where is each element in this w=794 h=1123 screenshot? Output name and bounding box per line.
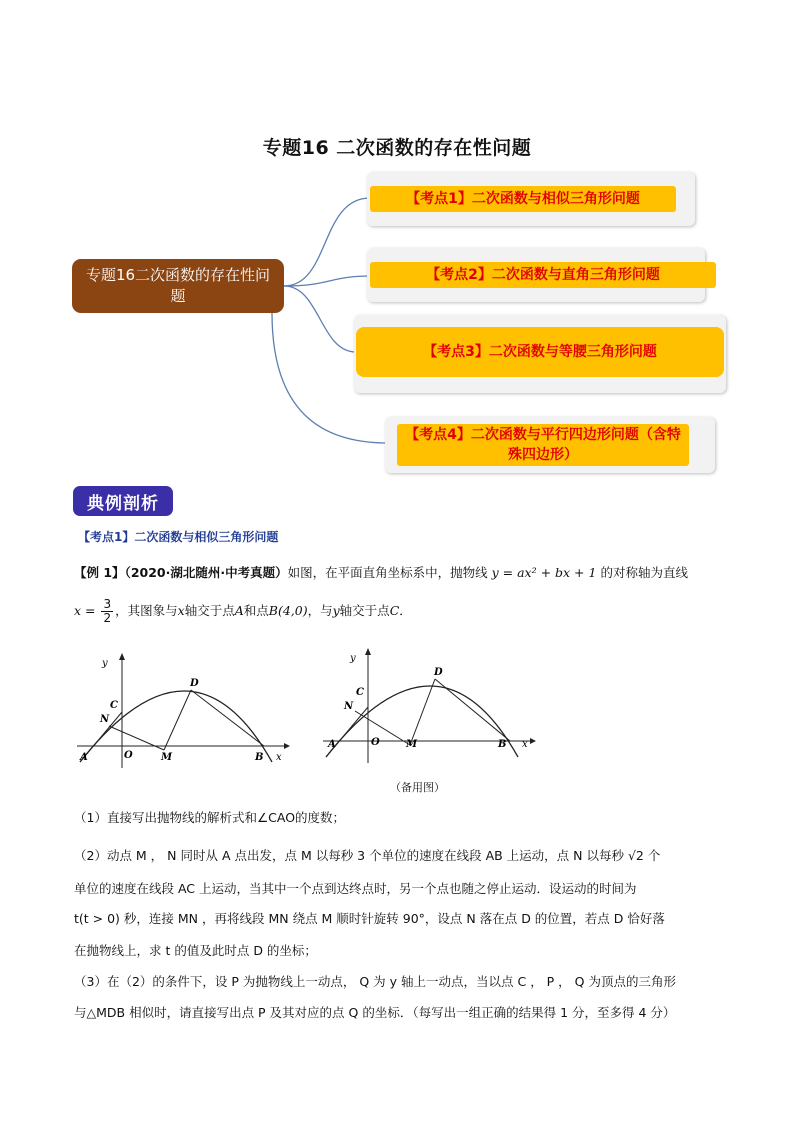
question-2-line-2: 单位的速度在线段 AC 上运动，当其中一个点到达终点时，另一个点也随之停止运动．设运动的时间为 [74,881,637,896]
parabola [326,686,518,757]
page-title: 专题16 二次函数的存在性问题 [262,137,532,159]
label-o: O [124,750,133,761]
example-intro [74,563,734,583]
point-c: C [389,603,400,618]
fraction-denominator: 2 [103,611,112,625]
intro-text-c: ，其图象与 [115,603,178,618]
section-badge: 典例剖析 [73,486,173,516]
kaodian-heading: 【考点1】二次函数与相似三角形问题 [78,530,279,544]
mindmap-root: 专题16二次函数的存在性问题 [72,259,284,313]
question-2-line-4: 在抛物线上，求 t 的值及此时点 D 的坐标； [74,943,317,958]
figure-main [72,650,292,770]
label-a: A [328,739,336,750]
label-o: O [371,737,380,748]
question-2-line-1: （2）动点 M ， N 同时从 A 点出发，点 M 以每秒 3 个单位的速度在线段 AB 上运动，点 N 以每秒 √2 个 [74,848,661,863]
intro-text-b: 的对称轴为直线 [600,565,688,580]
parabola-equation: y = ax² + bx + 1 [491,565,597,580]
axis-prefix: x = [74,603,96,618]
example-source: （2020·湖北随州·中考真题） [124,565,288,580]
point-b: B(4,0) [268,603,308,618]
segment-db [435,679,510,741]
mindmap-branch-2 [367,248,705,302]
branch-label-1: 【考点1】二次函数与相似三角形问题 [370,186,676,212]
branch-label-4: 【考点4】二次函数与平行四边形问题（含特殊四边形） [397,424,689,466]
label-n: N [344,701,354,712]
figure-caption: （备用图） [390,781,445,794]
label-y: y [350,653,356,664]
label-x: x [276,752,282,763]
intro-text-d: 轴交于点 [184,603,235,618]
segment-md [410,679,435,745]
connector-3 [284,286,356,352]
x-variable: x [177,603,185,618]
label-c: C [110,700,118,711]
label-a: A [80,752,88,763]
y-axis-arrow [365,648,371,655]
question-1: （1）直接写出抛物线的解析式和∠CAO的度数； [74,810,346,825]
label-d: D [434,667,443,678]
intro-text-g: 轴交于点 [339,603,390,618]
intro-text-a: 如图，在平面直角坐标系中，抛物线 [287,565,488,580]
intro-text-f: ，与 [307,603,333,618]
question-3-line-1: （3）在（2）的条件下，设 P 为抛物线上一动点， Q 为 y 轴上一动点，当以点 C ， P ， Q 为顶点的三角形 [74,974,676,989]
point-a: A [234,603,244,618]
fraction-numerator: 3 [103,597,112,611]
parabola [80,691,272,762]
question-3-line-2: 与△MDB 相似时，请直接写出点 P 及其对应的点 Q 的坐标．（每写出一组正确的结果得 1 分，至多得 4 分） [74,1005,676,1020]
example-tag: 【例 1】 [74,565,125,580]
y-axis-arrow [119,653,125,660]
axis-fraction [101,598,113,625]
connector-1 [284,198,370,286]
mindmap-branch-4 [385,417,715,473]
segment-db [191,690,264,746]
mindmap-branch-1 [367,172,695,226]
segment-mn [355,711,410,745]
intro-text-h: ． [399,603,412,618]
label-b: B [498,739,507,750]
example-intro-line2 [74,598,734,625]
label-x: x [522,739,528,750]
segment-md [164,690,191,750]
label-n: N [100,714,110,725]
y-variable: y [332,603,340,618]
x-axis-arrow [284,743,290,749]
connector-2 [284,276,370,286]
x-axis-arrow [530,738,536,744]
intro-text-e: 和点 [243,603,269,618]
figure-backup [318,645,538,765]
label-y: y [102,658,108,669]
branch-label-2: 【考点2】二次函数与直角三角形问题 [370,262,716,288]
mindmap-branch-3 [354,315,726,393]
label-b: B [255,752,264,763]
label-d: D [190,678,199,689]
branch-label-3: 【考点3】二次函数与等腰三角形问题 [356,327,724,377]
label-c: C [356,687,364,698]
label-m: M [161,752,173,763]
mindmap-connectors [0,0,794,480]
label-m: M [406,739,418,750]
question-2-line-3: t(t > 0) 秒，连接 MN ，再将线段 MN 绕点 M 顺时针旋转 90°，设点 N 落在点 D 的位置，若点 D 恰好落 [74,911,665,926]
